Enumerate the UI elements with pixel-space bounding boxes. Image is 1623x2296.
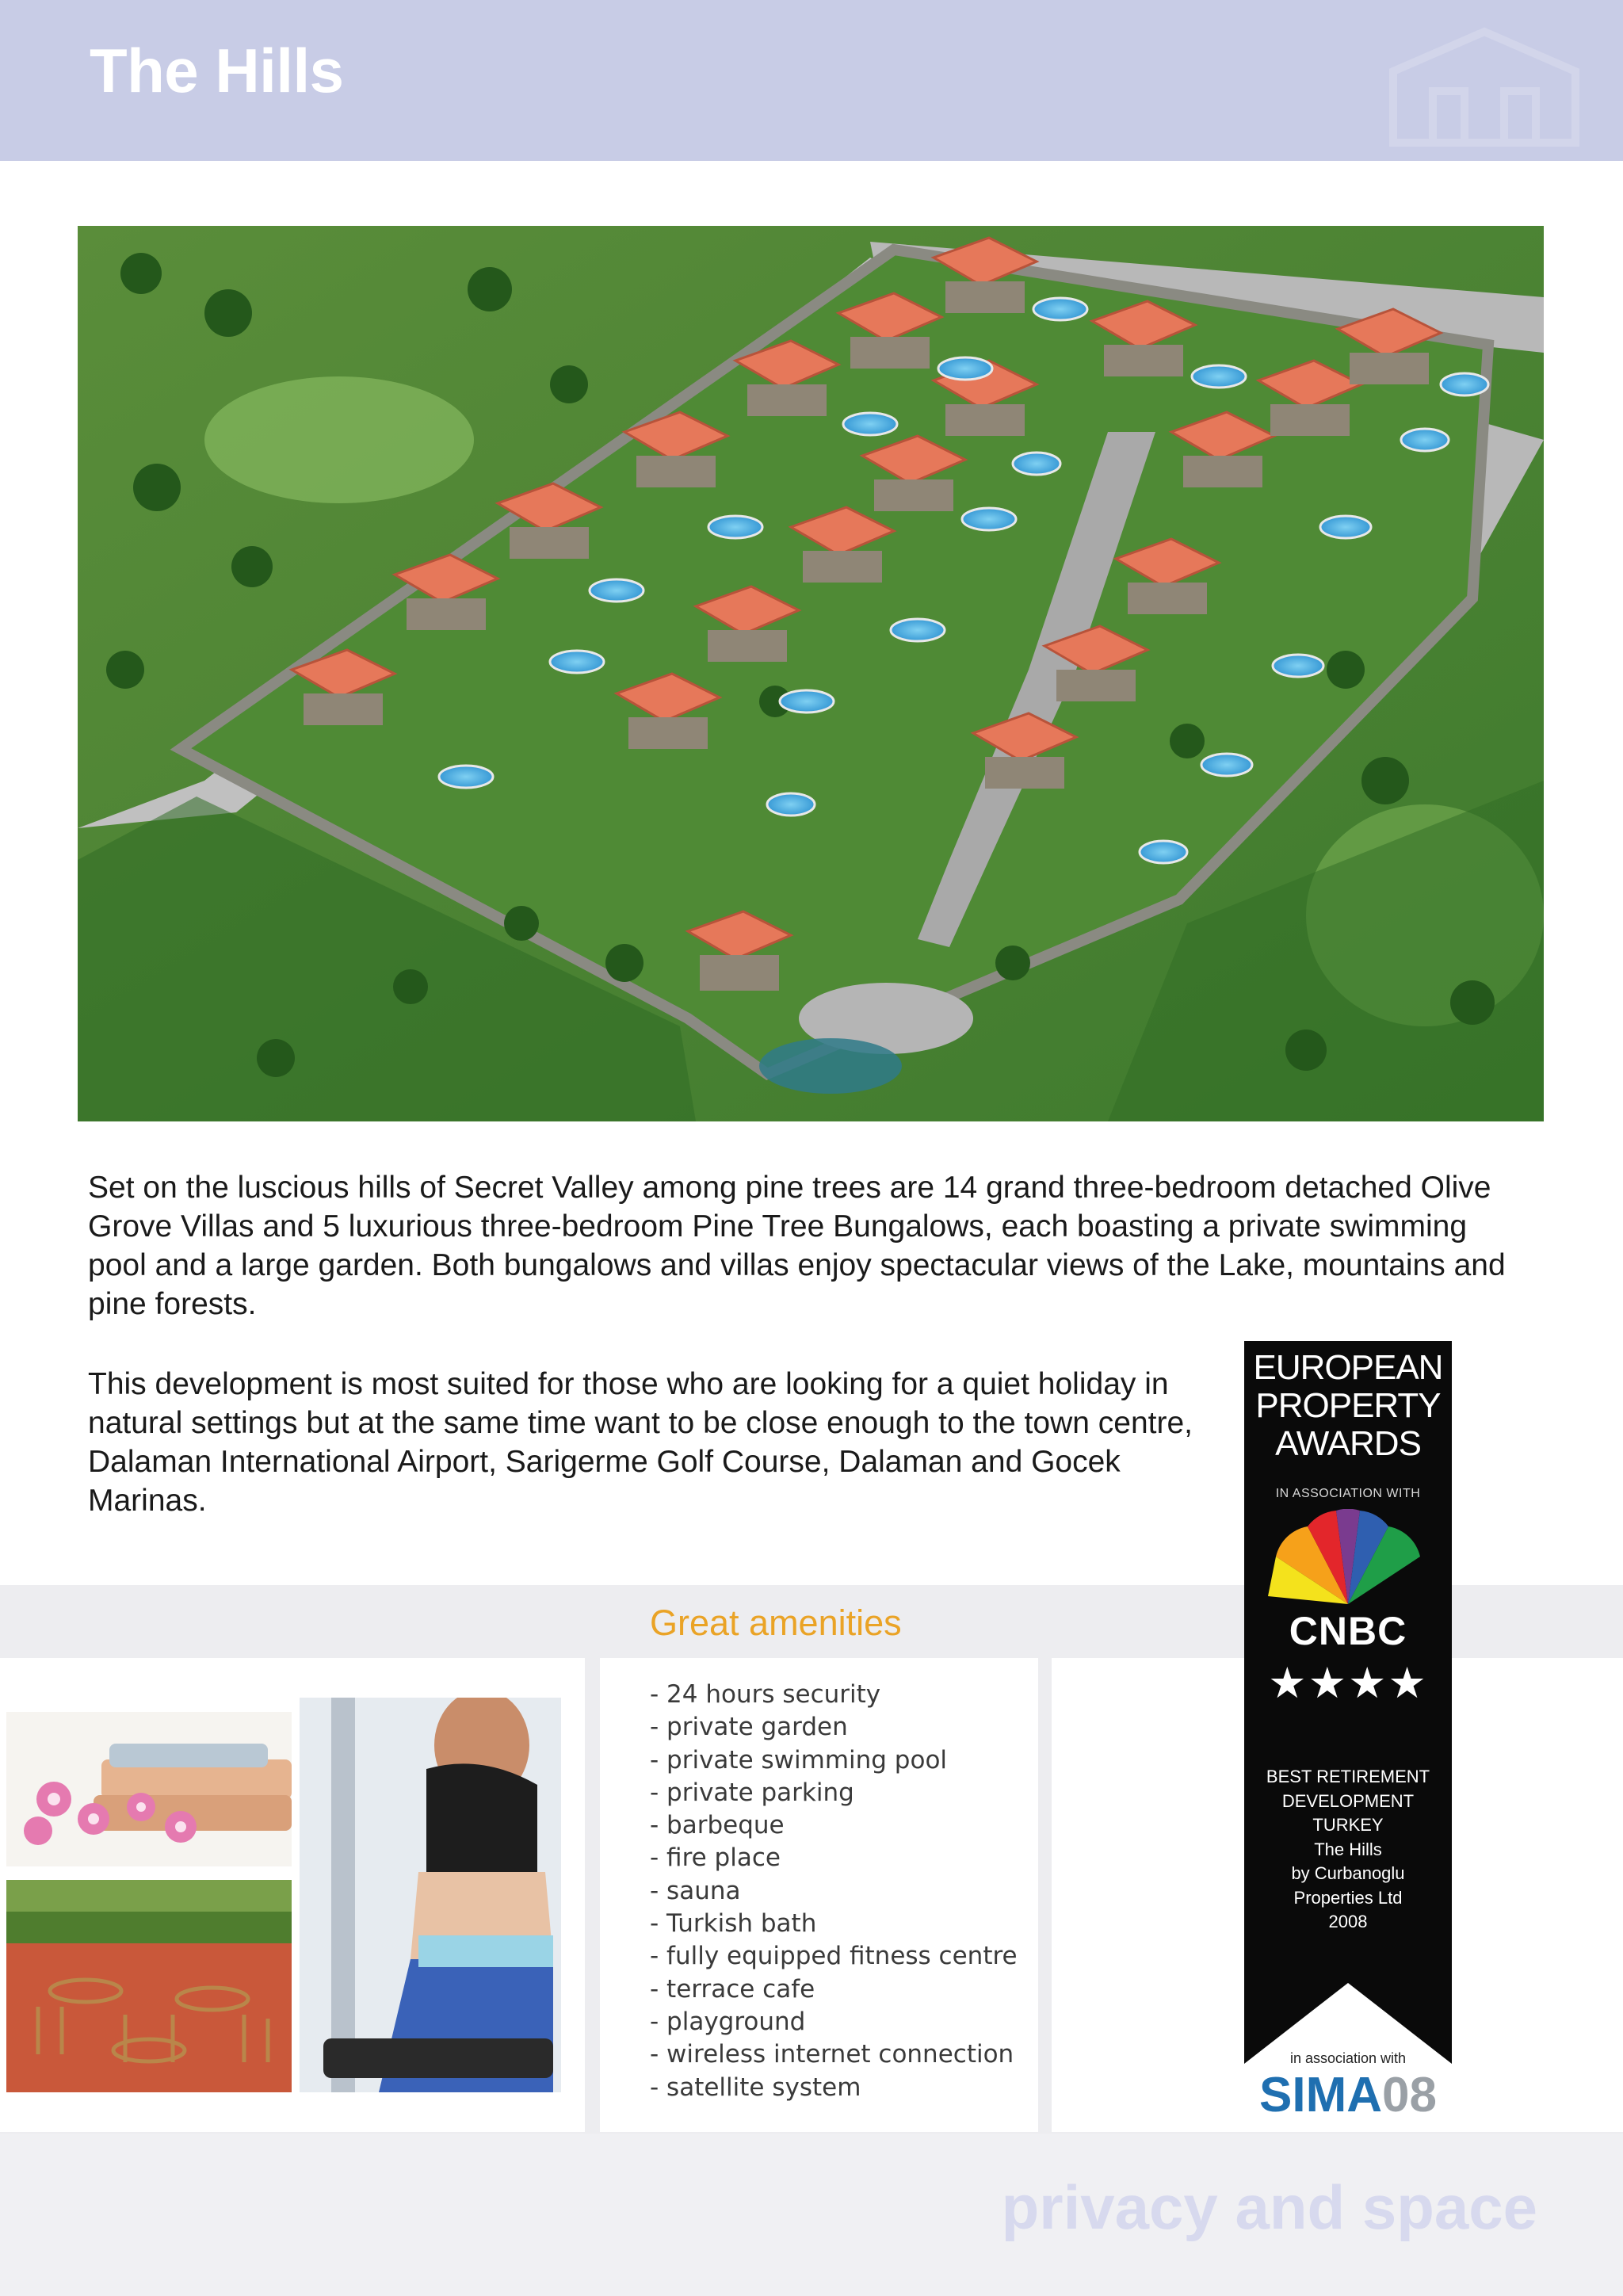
citation-line: by Curbanoglu [1291,1863,1405,1883]
location-paragraph: This development is most suited for those who are looking for a quiet holiday in natural settings but at the same time want to be close enough to the town centre, Dalaman International Airport, Sarigerme Golf Course, Dalaman and Gocek Marinas. [88,1367,1193,1518]
rating-stars: ★★★★ [1268,1660,1428,1707]
description-paragraph: Set on the luscious hills of Secret Valley among pine trees are 14 grand three-bedroom detached Olive Grove Villas and 5 luxurious three-bedroom Pine Tree Bungalows, each boasting a private swimming pool and a large garden. Both bungalows and villas enjoy spectacular views of the Lake, mountains and pine forests. [88,1171,1506,1321]
towels-orchids-photo [6,1712,292,1866]
cnbc-wordmark: CNBC [1289,1609,1407,1653]
award-heading-line: EUROPEAN [1253,1348,1443,1387]
amenity-item: - 24 hours security [650,1680,881,1709]
page-title: The Hills [90,36,344,105]
amenities-title: Great amenities [650,1603,902,1643]
award-heading [1244,1349,1452,1463]
amenity-item: - playground [650,2007,806,2036]
citation-line: BEST RETIREMENT [1266,1767,1430,1786]
sima-logo-text: SIMA [1259,2068,1383,2122]
amenity-item: - private garden [650,1713,848,1742]
award-heading-line: PROPERTY [1255,1386,1441,1425]
award-heading-line: AWARDS [1275,1424,1421,1463]
citation-line: DEVELOPMENT [1281,1790,1415,1811]
amenity-item: - private swimming pool [650,1745,948,1775]
sima-logo [1244,2067,1452,2123]
fitness-rowing-photo [300,1698,561,2092]
terrace-cafe-photo [6,1880,292,2092]
amenity-item: - fire place [650,1843,781,1873]
citation-line: TURKEY [1312,1815,1384,1835]
sima-logo-year: 08 [1382,2068,1437,2122]
amenity-item: - terrace cafe [650,1974,815,2004]
footer-tagline: privacy and space [1001,2172,1537,2242]
citation-line: 2008 [1328,1912,1368,1931]
award-association-label: IN ASSOCIATION WITH [1275,1487,1421,1500]
award-badge [1244,1341,1452,2064]
amenity-item: - satellite system [650,2073,861,2102]
amenity-item: - fully equipped fitness centre [650,1942,1018,1971]
award-citation [1244,1765,1452,1935]
citation-line: Properties Ltd [1293,1887,1403,1908]
aerial-development-image [78,226,1544,1121]
citation-line: The Hills [1314,1839,1382,1859]
watermark-logo-icon [1377,16,1591,151]
amenity-item: - wireless internet connection [650,2040,1014,2069]
amenity-item: - private parking [650,1778,854,1807]
amenity-item: - barbeque [650,1811,785,1840]
sima-association-label: in association with [1289,2050,1407,2066]
peacock-logo-icon [1260,1509,1436,1606]
amenity-item: - Turkish bath [650,1909,817,1939]
amenities-list [650,1679,1018,2104]
amenity-item: - sauna [650,1876,741,1905]
